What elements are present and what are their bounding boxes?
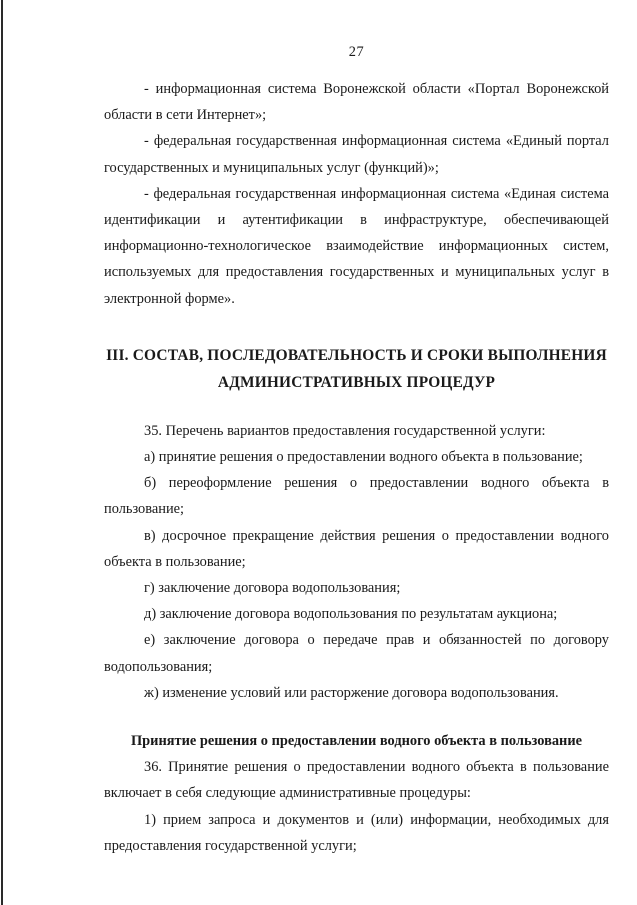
- list-item-g: г) заключение договора водопользования;: [144, 580, 401, 597]
- paragraph-36-intro: 36. Принятие решения о предоставлении водного объекта в пользование включает в себя следующие административные процедуры:: [104, 759, 609, 802]
- subsection-heading: Принятие решения о предоставлении водного объекта в пользование: [130, 733, 583, 750]
- list-item-e: е) заключение договора о передаче прав и обязанностей по договору водопользования;: [104, 632, 609, 675]
- page-number: 27: [348, 44, 365, 60]
- intro-item-esia: - федеральная государственная информационная система «Единая система идентификации и аутентификации в инфраструктуре, обеспечивающей информационно-технологическое взаимодействие информационных систем, используемых для предоставления государственных и муниципальных услуг в электронной форме».: [104, 185, 609, 307]
- list-item-zh: ж) изменение условий или расторжение договора водопользования.: [144, 684, 559, 701]
- list-item-a: а) принятие решения о предоставлении водного объекта в пользование;: [144, 449, 583, 466]
- list-item-v: в) досрочное прекращение действия решения о предоставлении водного объекта в пользование;: [104, 527, 609, 570]
- intro-item-portal-voronezh: - информационная система Воронежской области «Портал Воронежской области в сети Интернет»;: [104, 81, 609, 124]
- list-item-d: д) заключение договора водопользования по результатам аукциона;: [144, 606, 558, 623]
- scan-edge-line: [1, 0, 3, 905]
- procedure-item-1: 1) прием запроса и документов и (или) информации, необходимых для предоставления государственной услуги;: [104, 811, 609, 854]
- paragraph-35-intro: 35. Перечень вариантов предоставления государственной услуги:: [144, 422, 546, 439]
- list-item-b: б) переоформление решения о предоставлении водного объекта в пользование;: [104, 475, 609, 518]
- section-heading: III. СОСТАВ, ПОСЛЕДОВАТЕЛЬНОСТЬ И СРОКИ ВЫПОЛНЕНИЯ АДМИНИСТРАТИВНЫХ ПРОЦЕДУР: [106, 346, 607, 391]
- intro-item-unified-portal: - федеральная государственная информационная система «Единый портал государственных и муниципальных услуг (функций)»;: [104, 133, 609, 176]
